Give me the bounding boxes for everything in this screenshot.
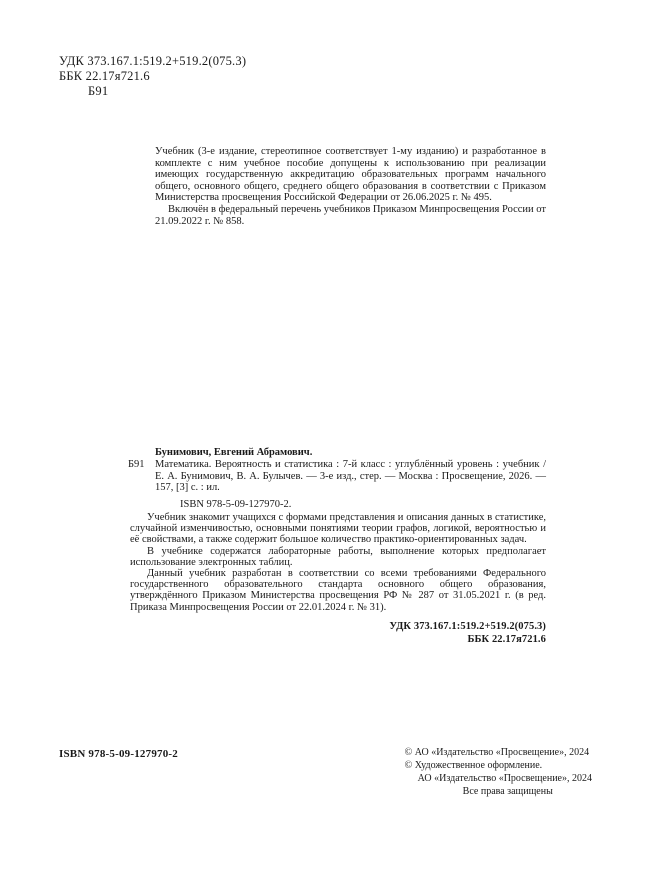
admission-notice-paragraph-1: Учебник (3-е издание, стереотипное соответствует 1-му изданию) и разработанное в комплекте с ним учебное пособие допущены к использованию при реализации имеющих государственную аккредитацию образовательных программ начального общего, основного общего, среднего общего образования в соответствии с Приказом Министерства просвещения Российской Федерации от 26.06.2025 г. № 495. <box>155 146 546 204</box>
copyright-line-artwork: © Художественное оформление. <box>404 760 543 771</box>
annotation-block <box>130 512 546 613</box>
copyright-line-publisher: © АО «Издательство «Просвещение», 2024 <box>404 747 590 758</box>
catalog-author: Бунимович, Евгений Абрамович. <box>155 447 313 458</box>
annotation-paragraph-3: Данный учебник разработан в соответствии со всеми требованиями Федерального государственного образовательного стандарта основного общего образования, утверждённого Приказом Министерства просвещения РФ № 287 от 31.05.2021 г. (в ред. Приказа Минпросвещения России от 22.01.2024 г. № 31). <box>130 568 546 613</box>
catalog-entry <box>128 458 546 494</box>
author-sign-code-top: Б91 <box>88 84 109 98</box>
footer-isbn: ISBN 978-5-09-127970-2 <box>59 748 178 760</box>
bottom-bibliographic-codes <box>128 620 546 646</box>
catalog-entry-text: Математика. Вероятность и статистика : 7-й класс : углублённый уровень : учебник / Е. А. Бунимович, В. А. Булычев. — 3-е изд., стер. — Москва : Просвещение, 2026. — 157, [3] с. : ил. <box>155 458 546 494</box>
bbk-code-bottom: ББК 22.17я721.6 <box>467 634 546 645</box>
annotation-paragraph-2: В учебнике содержатся лабораторные работы, выполнение которых предполагает использование электронных таблиц. <box>130 545 546 568</box>
admission-notice <box>155 146 546 227</box>
annotation-paragraph-1: Учебник знакомит учащихся с формами представления и описания данных в статистике, случайной изменчивостью, основными понятиями теории графов, логикой, вероятностью и её свойствами, а также содержит большое количество практико-ориентированных задач. <box>130 512 546 546</box>
bbk-code-top: ББК 22.17я721.6 <box>59 69 150 83</box>
author-sign-code-entry: Б91 <box>128 458 145 470</box>
udk-code-bottom: УДК 373.167.1:519.2+519.2(075.3) <box>389 621 546 632</box>
catalog-isbn: ISBN 978-5-09-127970-2. <box>180 499 292 511</box>
copyright-line-rights: Все права защищены <box>462 786 553 797</box>
top-bibliographic-codes <box>59 54 246 99</box>
copyright-line-publisher-2: АО «Издательство «Просвещение», 2024 <box>417 773 592 784</box>
copyright-block <box>405 746 592 798</box>
admission-notice-paragraph-2: Включён в федеральный перечень учебников Приказом Минпросвещения России от 21.09.2022 г. № 858. <box>155 203 546 227</box>
udk-code-top: УДК 373.167.1:519.2+519.2(075.3) <box>59 54 247 68</box>
catalog-card <box>128 447 546 511</box>
